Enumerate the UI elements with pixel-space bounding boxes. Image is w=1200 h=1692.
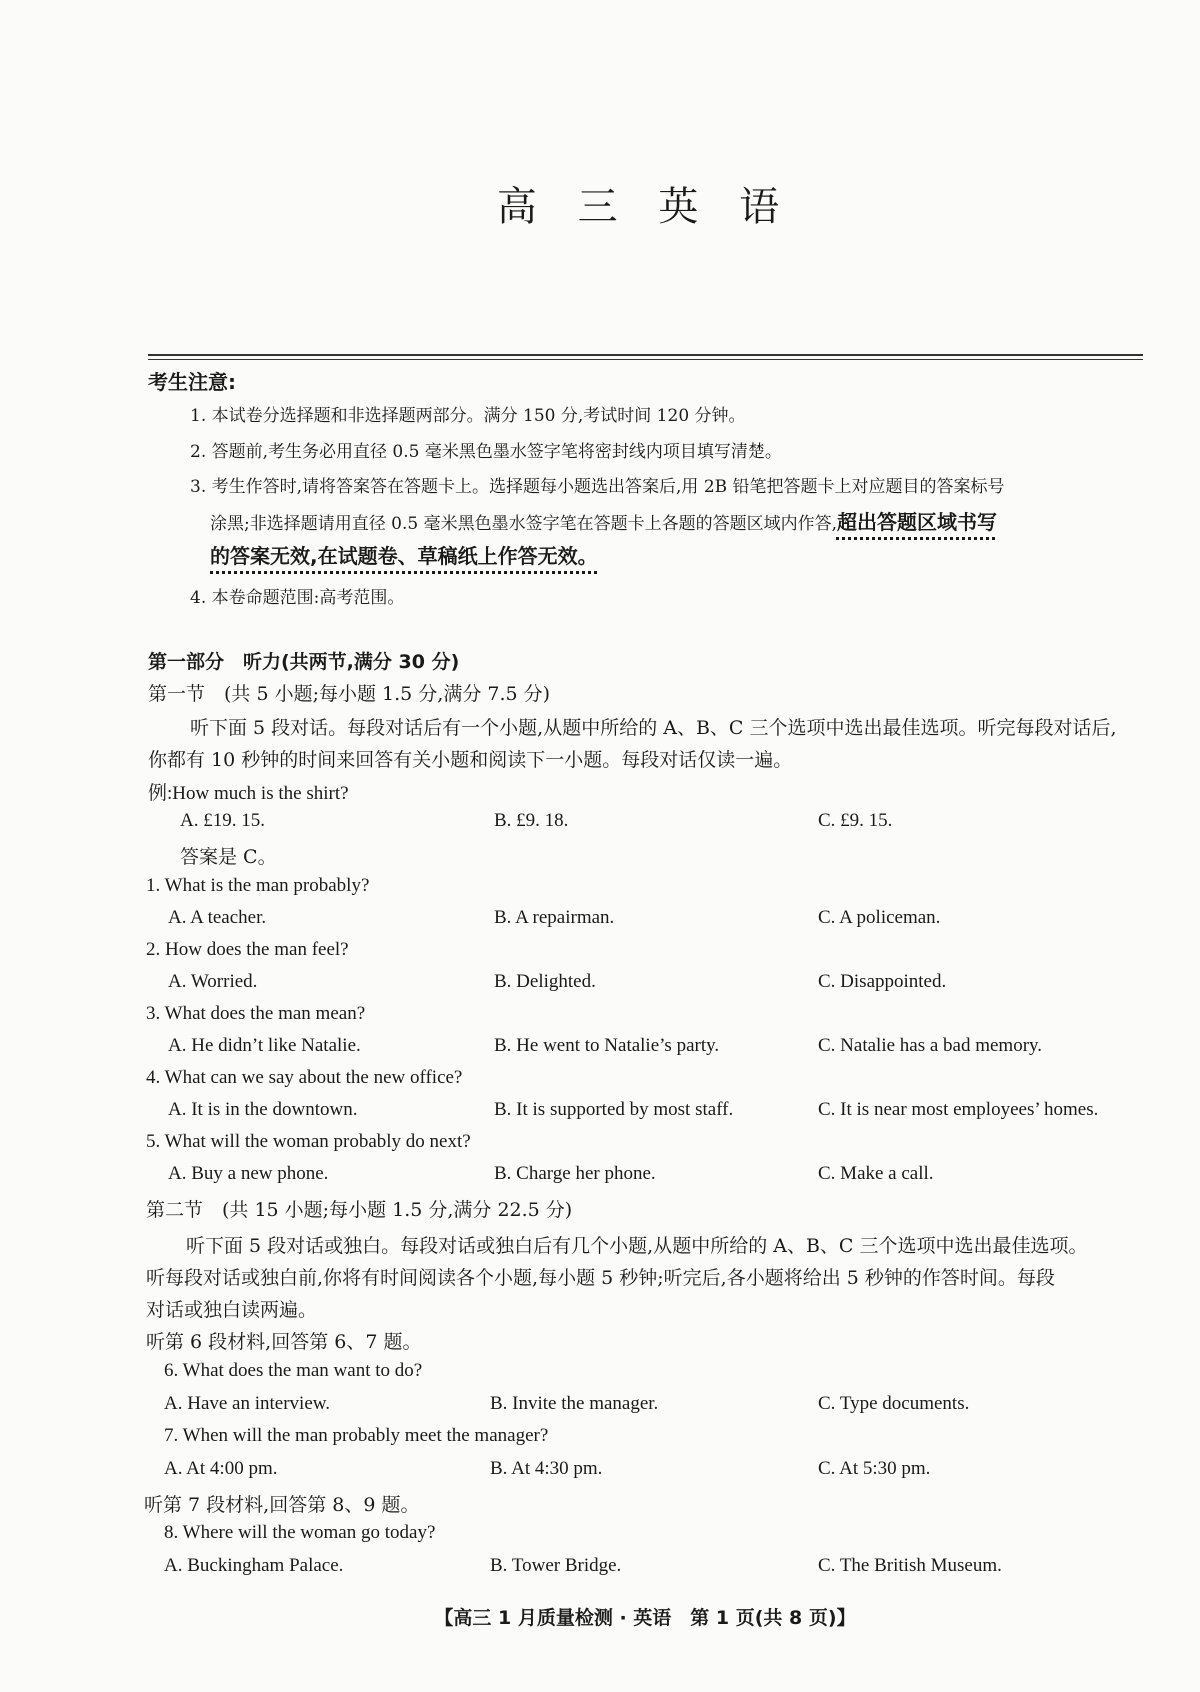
material-7-heading: 听第 7 段材料,回答第 8、9 题。	[144, 1494, 420, 1516]
section2-instructions-1: 听下面 5 段对话或独白。每段对话或独白后有几个小题,从题中所给的 A、B、C 三个选项中选出最佳选项。	[186, 1235, 1088, 1257]
notice-emphasis-1: 超出答题区域书写	[836, 510, 997, 534]
question-7: 7. When will the man probably meet the manager?	[164, 1425, 549, 1446]
exam-title: 高 三 英 语	[496, 184, 794, 230]
example-question: 例:How much is the shirt?	[148, 783, 349, 804]
section2-instructions-3: 对话或独白读两遍。	[146, 1299, 318, 1321]
q6-option-c: C. Type documents.	[818, 1393, 970, 1414]
notice-emphasis-2: 的答案无效,在试题卷、草稿纸上作答无效。	[210, 544, 598, 568]
q7-option-b: B. At 4:30 pm.	[490, 1458, 603, 1479]
section1-instructions-2: 你都有 10 秒钟的时间来回答有关小题和阅读下一小题。每段对话仅读一遍。	[148, 749, 793, 771]
q5-option-b: B. Charge her phone.	[494, 1163, 656, 1184]
question-4: 4. What can we say about the new office?	[146, 1067, 463, 1088]
example-answer: 答案是 C。	[180, 846, 277, 868]
q6-option-a: A. Have an interview.	[164, 1393, 331, 1414]
q7-option-a: A. At 4:00 pm.	[164, 1458, 278, 1479]
q2-option-a: A. Worried.	[168, 971, 258, 992]
q1-option-a: A. A teacher.	[168, 907, 267, 928]
example-option-c: C. £9. 15.	[818, 810, 893, 831]
q3-option-a: A. He didn’t like Natalie.	[168, 1035, 361, 1056]
notice-item-3-plain: 涂黑;非选择题请用直径 0.5 毫米黑色墨水签字笔在答题卡上各题的答题区域内作答,	[210, 514, 837, 534]
header-rule-thin	[148, 359, 1143, 360]
notice-item-4: 4. 本卷命题范围:高考范围。	[190, 588, 405, 608]
q4-option-c: C. It is near most employees’ homes.	[818, 1099, 1099, 1120]
question-8: 8. Where will the woman go today?	[164, 1522, 436, 1543]
question-1: 1. What is the man probably?	[146, 875, 370, 896]
question-5: 5. What will the woman probably do next?	[146, 1131, 471, 1152]
header-rule-thick	[148, 354, 1143, 356]
section2-instructions-2: 听每段对话或独白前,你将有时间阅读各个小题,每小题 5 秒钟;听完后,各小题将给出 5 秒钟的作答时间。每段	[146, 1267, 1055, 1289]
q2-option-b: B. Delighted.	[494, 971, 596, 992]
q7-option-c: C. At 5:30 pm.	[818, 1458, 931, 1479]
q3-option-c: C. Natalie has a bad memory.	[818, 1035, 1043, 1056]
part1-heading: 第一部分 听力(共两节,满分 30 分)	[148, 651, 460, 673]
q2-option-c: C. Disappointed.	[818, 971, 947, 992]
section1-heading: 第一节 (共 5 小题;每小题 1.5 分,满分 7.5 分)	[148, 683, 551, 705]
q8-option-c: C. The British Museum.	[818, 1555, 1002, 1576]
notice-item-3-line2	[210, 506, 997, 535]
material-6-heading: 听第 6 段材料,回答第 6、7 题。	[146, 1331, 422, 1353]
example-option-b: B. £9. 18.	[494, 810, 569, 831]
q5-option-c: C. Make a call.	[818, 1163, 934, 1184]
question-3: 3. What does the man mean?	[146, 1003, 366, 1024]
q6-option-b: B. Invite the manager.	[490, 1393, 659, 1414]
notice-item-3-line1: 3. 考生作答时,请将答案答在答题卡上。选择题每小题选出答案后,用 2B 铅笔把答题卡上对应题目的答案标号	[190, 477, 1005, 497]
section2-heading: 第二节 (共 15 小题;每小题 1.5 分,满分 22.5 分)	[146, 1199, 573, 1221]
question-6: 6. What does the man want to do?	[164, 1360, 423, 1381]
example-option-a: A. £19. 15.	[180, 810, 265, 831]
notice-item-2: 2. 答题前,考生务必用直径 0.5 毫米黑色墨水签字笔将密封线内项目填写清楚。	[190, 442, 782, 462]
q8-option-a: A. Buckingham Palace.	[164, 1555, 344, 1576]
q8-option-b: B. Tower Bridge.	[490, 1555, 622, 1576]
question-2: 2. How does the man feel?	[146, 939, 349, 960]
q5-option-a: A. Buy a new phone.	[168, 1163, 329, 1184]
q1-option-c: C. A policeman.	[818, 907, 941, 928]
section1-instructions-1: 听下面 5 段对话。每段对话后有一个小题,从题中所给的 A、B、C 三个选项中选出最佳选项。听完每段对话后,	[190, 717, 1117, 739]
q1-option-b: B. A repairman.	[494, 907, 615, 928]
notice-heading: 考生注意:	[148, 370, 236, 394]
q4-option-b: B. It is supported by most staff.	[494, 1099, 734, 1120]
q3-option-b: B. He went to Natalie’s party.	[494, 1035, 720, 1056]
page-footer: 【高三 1 月质量检测 · 英语 第 1 页(共 8 页)】	[434, 1607, 856, 1629]
notice-item-1: 1. 本试卷分选择题和非选择题两部分。满分 150 分,考试时间 120 分钟。	[190, 406, 746, 426]
q4-option-a: A. It is in the downtown.	[168, 1099, 358, 1120]
